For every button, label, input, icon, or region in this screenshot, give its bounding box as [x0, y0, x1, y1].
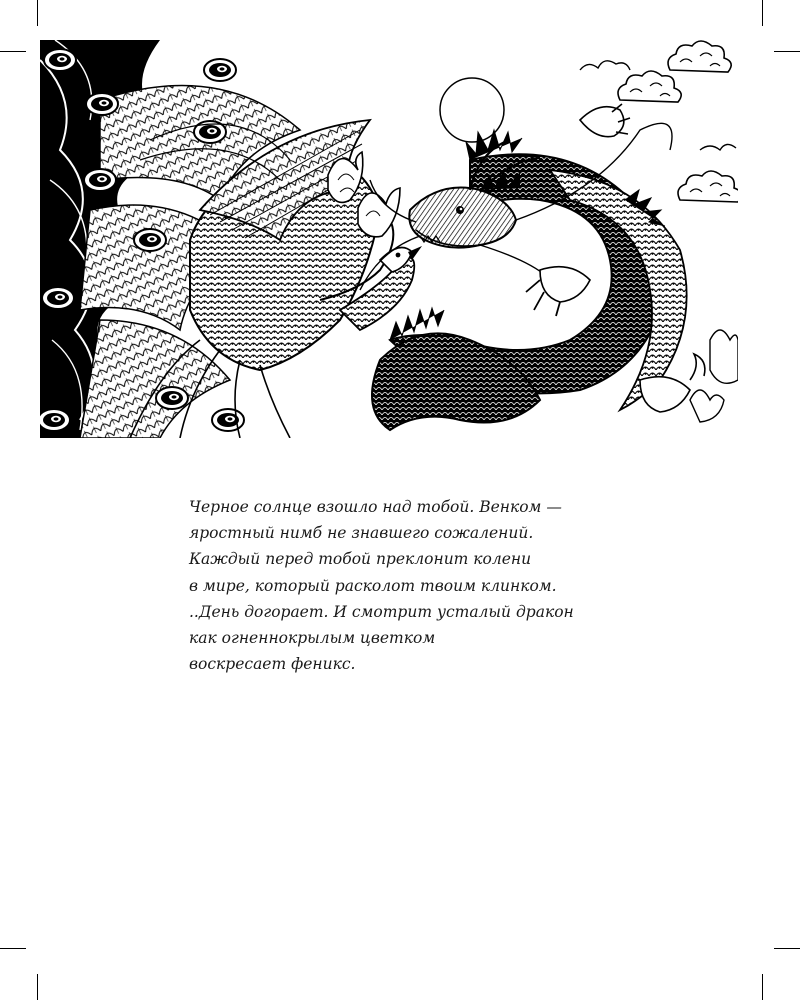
- crop-mark-top-left-v: [37, 0, 38, 26]
- crop-mark-top-right-v: [762, 0, 763, 26]
- crop-mark-bottom-left-v: [37, 974, 38, 1000]
- poem-line: Каждый перед тобой преклонит колени: [189, 550, 532, 569]
- phoenix-dragon-illustration: [40, 40, 738, 438]
- poem-line: как огненнокрылым цветком: [189, 629, 436, 648]
- poem-line: ..День догорает. И смотрит усталый дракон: [189, 602, 574, 621]
- crop-mark-bottom-right-v: [762, 974, 763, 1000]
- crop-mark-bottom-left-h: [0, 948, 26, 949]
- poem: [189, 494, 709, 677]
- poem-line: воскресает феникс.: [189, 655, 356, 674]
- poem-line: Черное солнце взошло над тобой. Венком —: [189, 498, 562, 516]
- poem-line: в мире, который расколот твоим клинком.: [189, 576, 557, 595]
- crop-mark-top-left-h: [0, 51, 26, 52]
- crop-mark-top-right-h: [774, 51, 800, 52]
- poem-line: яростный нимб не знавшего сожалений.: [189, 524, 534, 543]
- crop-mark-bottom-right-h: [774, 948, 800, 949]
